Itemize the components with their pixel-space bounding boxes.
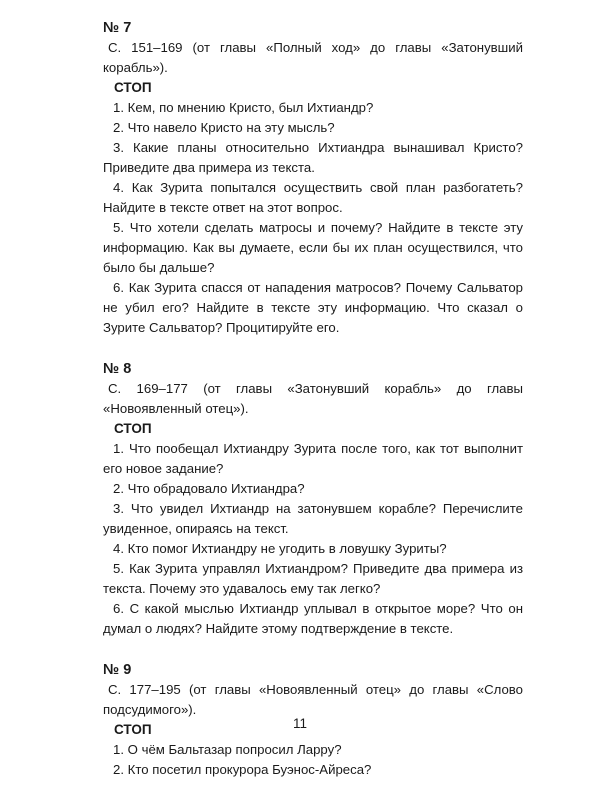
page-range: С. 151–169 (от главы «Полный ход» до главы «Затонувший корабль»). [103,40,523,75]
question-item: 5. Как Зурита управлял Ихтиандром? Приведите два примера из текста. Почему это удавалось ему так легко? [103,561,523,596]
question-item: 2. Что обрадовало Ихтиандра? [113,481,305,496]
stop-label: СТОП [114,421,152,436]
question-item: 6. Как Зурита спасся от нападения матросов? Почему Сальватор не убил его? Найдите в тексте эту информацию. Что сказал о Зурите Сальватор? Процитируйте его. [103,280,523,335]
question-item: 1. Кем, по мнению Кристо, был Ихтиандр? [113,100,374,115]
question-item: 2. Что навело Кристо на эту мысль? [113,120,335,135]
page-content [103,18,523,801]
question-item: 2. Кто посетил прокурора Буэнос-Айреса? [113,762,372,777]
question-item: 1. О чём Бальтазар попросил Ларру? [113,742,342,757]
stop-label: СТОП [114,722,152,737]
question-list [103,740,523,780]
section-number: № 9 [103,662,132,678]
stop-label: СТОП [114,80,152,95]
section-number: № 8 [103,361,132,377]
page-range: С. 177–195 (от главы «Новоявленный отец» до главы «Слово подсудимого»). [103,682,523,717]
question-item: 5. Что хотели сделать матросы и почему? Найдите в тексте эту информацию. Как вы думаете, если бы их план осуществился, что было бы дальше? [103,220,523,275]
section-8 [103,359,523,639]
question-item: 6. С какой мыслью Ихтиандр уплывал в открытое море? Что он думал о людях? Найдите этому подтверждение в тексте. [103,601,523,636]
question-item: 4. Как Зурита попытался осуществить свой план разбогатеть? Найдите в тексте ответ на этот вопрос. [103,180,523,215]
question-list [103,439,523,639]
question-item: 3. Какие планы относительно Ихтиандра вынашивал Кристо? Приведите два примера из текста. [103,140,523,175]
section-number: № 7 [103,20,132,36]
question-list [103,98,523,338]
section-7 [103,18,523,338]
question-item: 3. Что увидел Ихтиандр на затонувшем корабле? Перечислите увиденное, опираясь на текст. [103,501,523,536]
question-item: 1. Что пообещал Ихтиандру Зурита после того, как тот выполнит его новое задание? [103,441,523,476]
page-number: 11 [292,716,307,731]
question-item: 4. Кто помог Ихтиандру не угодить в ловушку Зуриты? [113,541,447,556]
page-range: С. 169–177 (от главы «Затонувший корабль» до главы «Новоявленный отец»). [103,381,523,416]
